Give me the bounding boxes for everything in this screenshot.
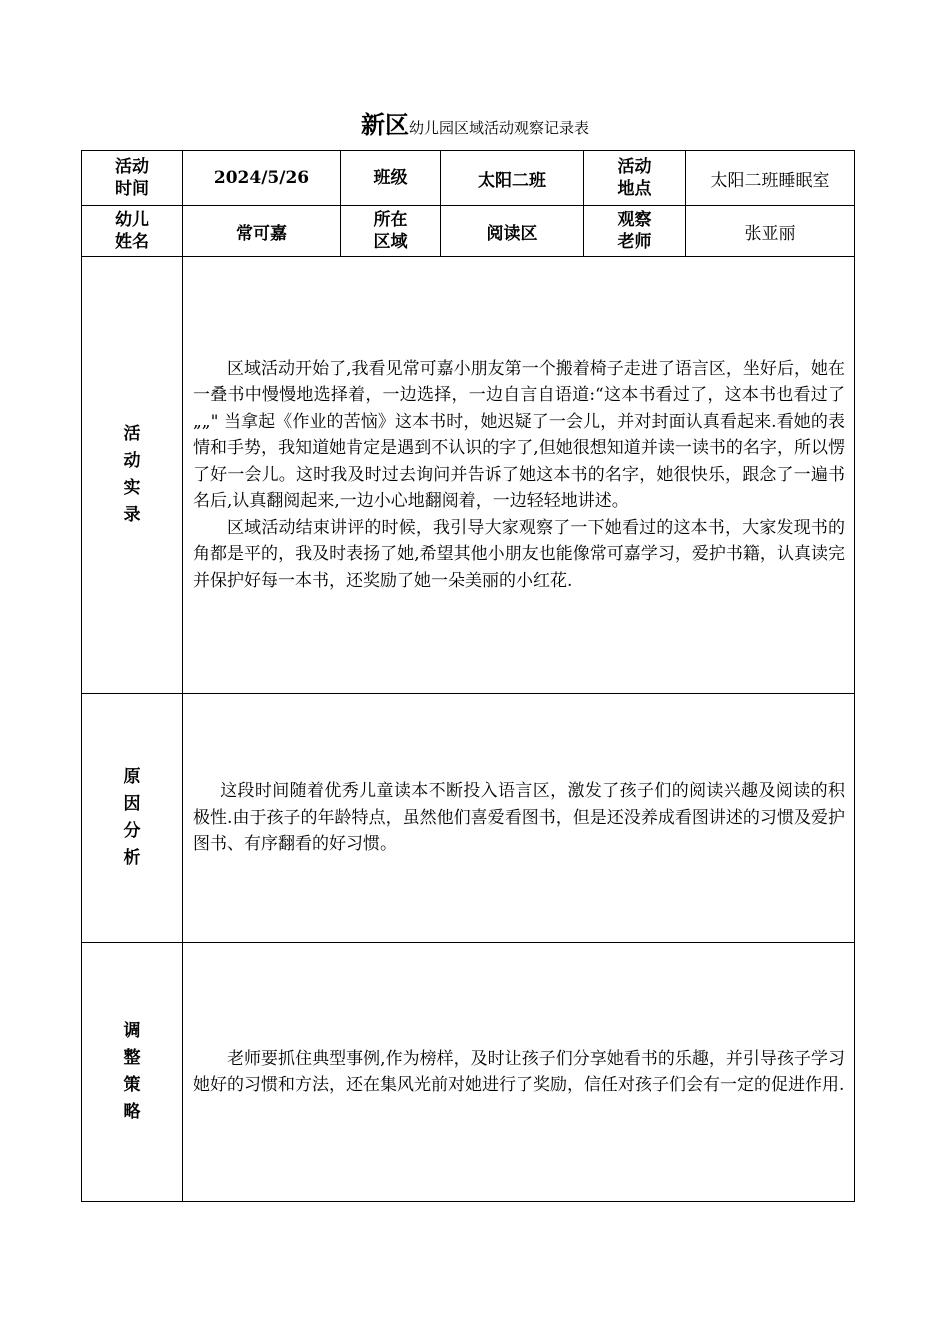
activity-record-label: 活 动 实 录 bbox=[82, 257, 183, 694]
class-label: 班级 bbox=[341, 151, 441, 206]
child-name-label: 幼儿 姓名 bbox=[82, 206, 183, 257]
observation-record-table bbox=[81, 150, 855, 1202]
activity-record-content bbox=[183, 257, 855, 694]
strategy-paragraph: 老师要抓住典型事例,作为榜样，及时让孩子们分享她看书的乐趣，并引导孩子学习她好的习惯和方法，还在集风光前对她进行了奖励，信任对孩子们会有一定的促进作用. bbox=[193, 1048, 845, 1095]
table-row-record bbox=[82, 257, 855, 694]
table-row-time bbox=[82, 151, 855, 206]
teacher-label: 观察 老师 bbox=[584, 206, 686, 257]
cause-analysis-label: 原 因 分 析 bbox=[82, 694, 183, 943]
class-value: 太阳二班 bbox=[441, 151, 584, 206]
cause-analysis-content bbox=[183, 694, 855, 943]
activity-place-value: 太阳二班睡眠室 bbox=[686, 151, 855, 206]
area-label: 所在 区域 bbox=[341, 206, 441, 257]
area-value: 阅读区 bbox=[441, 206, 584, 257]
record-paragraph-2: 区域活动结束讲评的时候，我引导大家观察了一下她看过的这本书，大家发现书的角都是平的，我及时表扬了她,希望其他小朋友也能像常可嘉学习，爱护书籍，认真读完并保护好每一本书，还奖励了她一朵美丽的小红花. bbox=[193, 517, 845, 591]
activity-time-value: 2024/5/26 bbox=[183, 151, 341, 206]
activity-place-label: 活动 地点 bbox=[584, 151, 686, 206]
child-name-value: 常可嘉 bbox=[183, 206, 341, 257]
analysis-paragraph: 这段时间随着优秀儿童读本不断投入语言区，激发了孩子们的阅读兴趣及阅读的积极性.由于孩子的年龄特点，虽然他们喜爱看图书，但是还没养成看图讲述的习惯及爱护图书、有序翻看的好习惯。 bbox=[193, 781, 845, 855]
title-bold: 新区 bbox=[360, 110, 409, 139]
record-paragraph-1: 区域活动开始了,我看见常可嘉小朋友第一个搬着椅子走进了语言区，坐好后，她在一叠书中慢慢地选择着，一边选择，一边自言自语道:“这本书看过了，这本书也看过了„„" 当拿起《作业的苦恼》这本书时，她迟疑了一会儿，并对封面认真看起来.看她的表情和手势，我知道她肯定是遇到不认识的字了,但她很想知道并读一读书的名字，所以愣了好一会儿。这时我及时过去询问并告诉了她这本书的名字，她很快乐，跟念了一遍书名后,认真翻阅起来,一边小心地翻阅着，一边轻轻地讲述。 bbox=[193, 358, 845, 512]
activity-time-label: 活动 时间 bbox=[82, 151, 183, 206]
table-row-strategy bbox=[82, 943, 855, 1202]
adjust-strategy-label: 调 整 策 略 bbox=[82, 943, 183, 1202]
table-row-child bbox=[82, 206, 855, 257]
adjust-strategy-content bbox=[183, 943, 855, 1202]
title-rest: 幼儿园区域活动观察记录表 bbox=[408, 119, 589, 137]
document-title bbox=[0, 108, 950, 145]
table-row-analysis bbox=[82, 694, 855, 943]
teacher-value: 张亚丽 bbox=[686, 206, 855, 257]
